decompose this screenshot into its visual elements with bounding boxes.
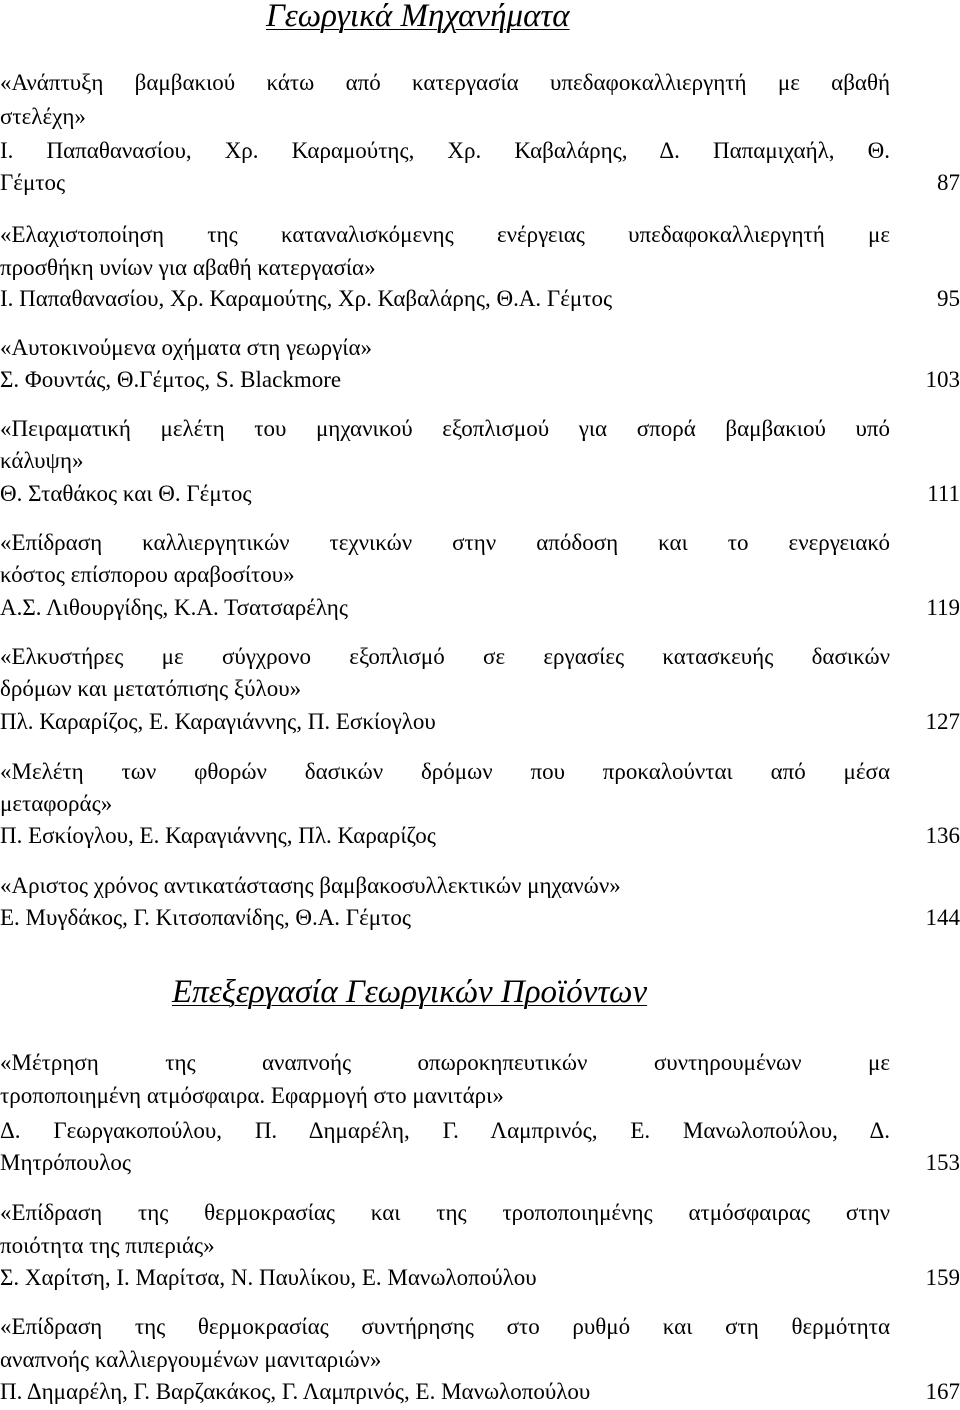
- entry-title-line: «Μελέτη των φθορών δασικών δρόμων που προκαλούνται από μέσα: [0, 759, 890, 784]
- entry-authors-line: Π. Εσκίογλου, Ε. Καραγιάννης, Πλ. Καραρίζος: [0, 823, 436, 848]
- section-title-agricultural-machinery: Γεωργικά Μηχανήματα: [266, 0, 570, 34]
- entry-authors-line: Θ. Σταθάκος και Θ. Γέμτος: [0, 481, 252, 506]
- entry-authors-line: Σ. Χαρίτση, Ι. Μαρίτσα, Ν. Παυλίκου, Ε. Μανωλοπούλου: [0, 1265, 537, 1290]
- entry-page-number: 103: [925, 367, 960, 392]
- entry-page-number: 111: [927, 481, 960, 506]
- entry-page-number: 159: [925, 1265, 960, 1290]
- entry-title-line: «Επίδραση καλλιεργητικών τεχνικών στην απόδοση και το ενεργειακό: [0, 530, 890, 555]
- entry-page-number: 153: [925, 1150, 960, 1175]
- entry-title-line: αναπνοής καλλιεργουμένων μανιταριών»: [0, 1347, 382, 1372]
- entry-title-line: τροποποιημένη ατμόσφαιρα. Εφαρμογή στο μανιτάρι»: [0, 1083, 504, 1108]
- entry-authors-line: Π. Δημαρέλη, Γ. Βαρζακάκος, Γ. Λαμπρινός, Ε. Μανωλοπούλου: [0, 1379, 591, 1404]
- entry-title-line: δρόμων και μετατόπισης ξύλου»: [0, 676, 302, 701]
- entry-page-number: 136: [925, 823, 960, 848]
- entry-title-line: στελέχη»: [0, 104, 86, 129]
- entry-authors-line: Σ. Φουντάς, Θ.Γέμτος, S. Blackmore: [0, 367, 342, 392]
- entry-authors-line: Α.Σ. Λιθουργίδης, Κ.Α. Τσατσαρέλης: [0, 595, 348, 620]
- entry-authors-line: Γέμτος: [0, 170, 66, 195]
- entry-authors-line: Ι. Παπαθανασίου, Χρ. Καραμούτης, Χρ. Καβαλάρης, Δ. Παπαμιχαήλ, Θ.: [0, 138, 890, 163]
- entry-title-line: μεταφοράς»: [0, 791, 113, 816]
- entry-title-line: «Ανάπτυξη βαμβακιού κάτω από κατεργασία υπεδαφοκαλλιεργητή με αβαθή: [0, 70, 890, 95]
- entry-title-line: «Ελαχιστοποίηση της καταναλισκόμενης ενέργειας υπεδαφοκαλλιεργητή με: [0, 222, 890, 247]
- entry-title-line: ποιότητα της πιπεριάς»: [0, 1233, 215, 1258]
- entry-page-number: 144: [925, 905, 960, 930]
- entry-title-line: «Επίδραση της θερμοκρασίας και της τροποποιημένης ατμόσφαιρας στην: [0, 1200, 890, 1225]
- entry-authors-line: Ι. Παπαθανασίου, Χρ. Καραμούτης, Χρ. Καβαλάρης, Θ.Α. Γέμτος: [0, 286, 613, 311]
- entry-page-number: 87: [937, 170, 960, 195]
- entry-title-line: «Ελκυστήρες με σύγχρονο εξοπλισμό σε εργασίες κατασκευής δασικών: [0, 644, 890, 669]
- entry-authors-line: Ε. Μυγδάκος, Γ. Κιτσοπανίδης, Θ.Α. Γέμτος: [0, 905, 411, 930]
- entry-title-line: «Αυτοκινούμενα οχήματα στη γεωργία»: [0, 335, 373, 360]
- entry-title-line: «Μέτρηση της αναπνοής οπωροκηπευτικών συντηρουμένων με: [0, 1050, 890, 1075]
- entry-authors-line: Μητρόπουλος: [0, 1150, 131, 1175]
- entry-authors-line: Δ. Γεωργακοπούλου, Π. Δημαρέλη, Γ. Λαμπρινός, Ε. Μανωλοπούλου, Δ.: [0, 1118, 890, 1143]
- entry-page-number: 119: [926, 595, 960, 620]
- entry-title-line: κόστος επίσπορου αραβοσίτου»: [0, 562, 295, 587]
- entry-title-line: «Αριστος χρόνος αντικατάστασης βαμβακοσυλλεκτικών μηχανών»: [0, 873, 621, 898]
- entry-title-line: «Επίδραση της θερμοκρασίας συντήρησης στο ρυθμό και στη θερμότητα: [0, 1314, 890, 1339]
- entry-page-number: 95: [937, 286, 960, 311]
- entry-authors-line: Πλ. Καραρίζος, Ε. Καραγιάννης, Π. Εσκίογλου: [0, 709, 436, 734]
- entry-title-line: προσθήκη υνίων για αβαθή κατεργασία»: [0, 255, 376, 280]
- entry-page-number: 167: [925, 1379, 960, 1404]
- entry-page-number: 127: [925, 709, 960, 734]
- entry-title-line: κάλυψη»: [0, 448, 84, 473]
- entry-title-line: «Πειραματική μελέτη του μηχανικού εξοπλισμού για σπορά βαμβακιού υπό: [0, 416, 890, 441]
- section-title-agricultural-products-processing: Επεξεργασία Γεωργικών Προϊόντων: [172, 974, 648, 1010]
